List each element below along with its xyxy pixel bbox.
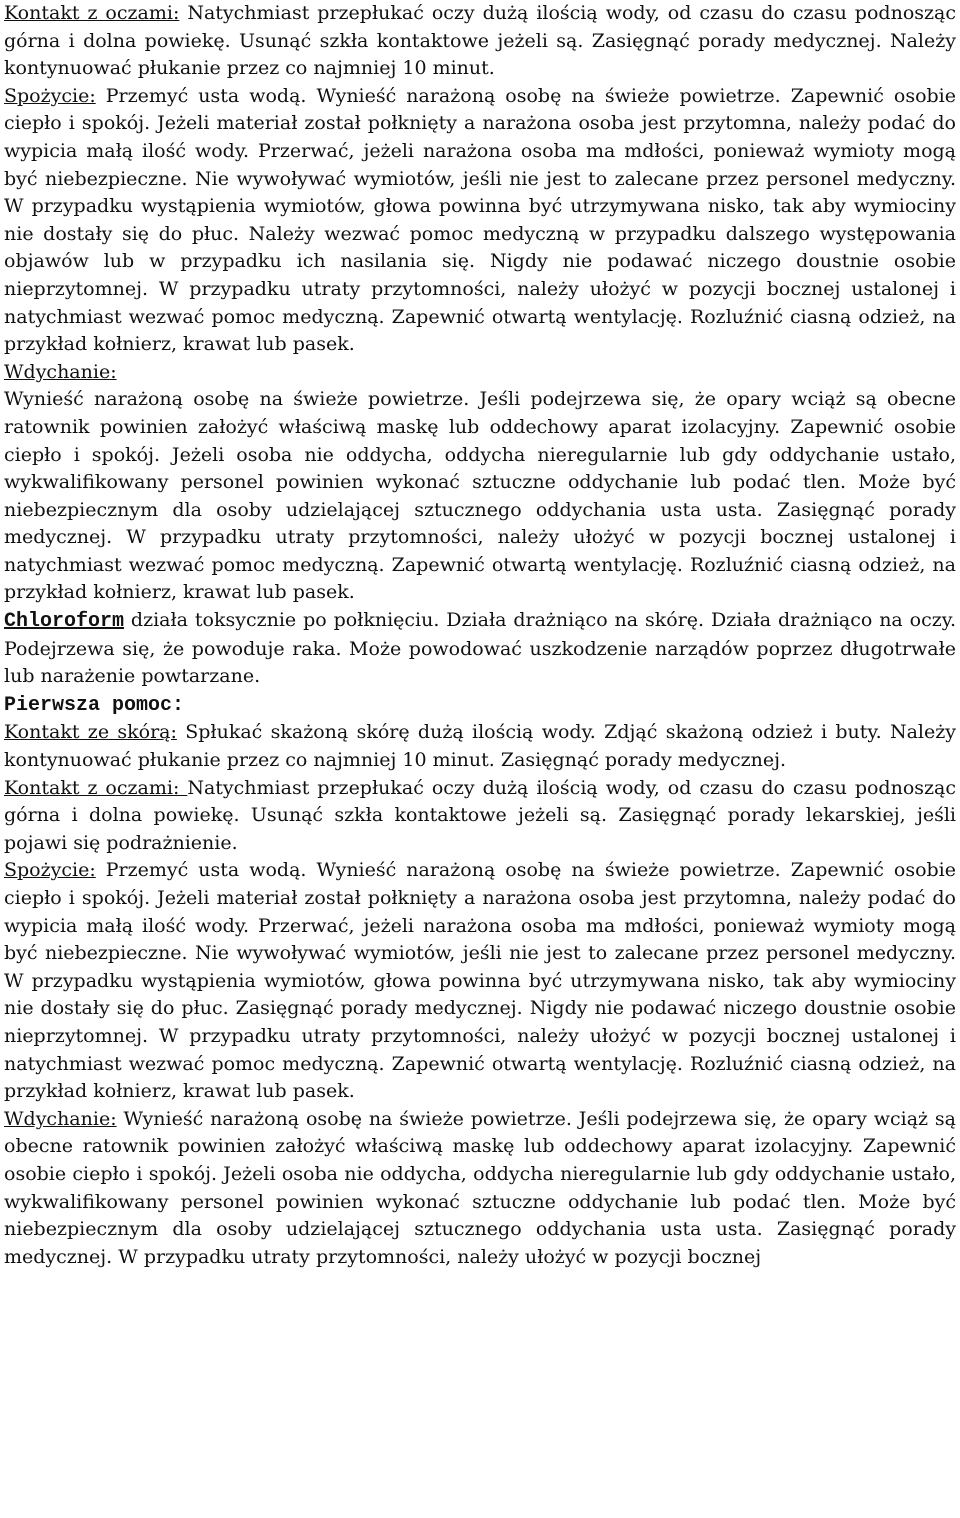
label-ingestion: Spożycie: [4,84,96,107]
first-aid-heading: Pierwsza pomoc: [4,693,185,717]
heading-first-aid [4,691,956,720]
paragraph-inhalation-label [4,359,956,387]
text-ingestion: Przemyć usta wodą. Wynieść narażoną osobę na świeże powietrze. Zapewnić osobie ciepło i spokój. Jeżeli materiał został połknięty a narażona osoba jest przytomna, należy podać do wypicia małą ilość wody. Przerwać, jeżeli narażona osoba ma mdłości, ponieważ wymioty mogą być niebezpieczne. Nie wywoływać wymiotów, jeśli nie jest to zalecane przez personel medyczny. W przypadku wystąpienia wymiotów, głowa powinna być utrzymywana nisko, tak aby wymiociny nie dostały się do płuc. Należy wezwać pomoc medyczną w przypadku dalszego występowania objawów lub w przypadku ich nasilania się. Nigdy nie podawać niczego doustnie osobie nieprzytomnej. W przypadku utraty przytomności, należy ułożyć w pozycji bocznej ustalonej i natychmiast wezwać pomoc medyczną. Zapewnić otwartą wentylację. Rozluźnić ciasną odzież, na przykład kołnierz, krawat lub pasek. [4,84,956,356]
text-inhalation-2: Wynieść narażoną osobę na świeże powietrze. Jeśli podejrzewa się, że opary wciąż są obecne ratownik powinien założyć właściwą maskę lub oddechowy aparat izolacyjny. Zapewnić osobie ciepło i spokój. Jeżeli osoba nie oddycha, oddycha nieregularnie lub gdy oddychanie ustało, wykwalifikowany personel powinien wykonać sztuczne oddychanie lub podać tlen. Może być niebezpiecznym dla osoby udzielającej sztucznego oddychania usta usta. Zasięgnąć porady medycznej. W przypadku utraty przytomności, należy ułożyć w pozycji bocznej [4,1107,956,1268]
paragraph-skin-contact [4,719,956,774]
paragraph-eye-contact [4,0,956,83]
paragraph-eye-contact-2 [4,775,956,858]
label-eye-contact: Kontakt z oczami: [4,2,180,24]
paragraph-chloroform [4,607,956,691]
text-ingestion-2: Przemyć usta wodą. Wynieść narażoną osobę na świeże powietrze. Zapewnić osobie ciepło i spokój. Jeżeli materiał został połknięty a narażona osoba jest przytomna, należy podać do wypicia małą ilość wody. Przerwać, jeżeli narażona osoba ma mdłości, ponieważ wymioty mogą być niebezpieczne. Nie wywoływać wymiotów, jeśli nie jest to zalecane przez personel medyczny. W przypadku wystąpienia wymiotów, głowa powinna być utrzymywana nisko, tak aby wymiociny nie dostały się do płuc. Zasięgnąć porady medycznej. Nigdy nie podawać niczego doustnie osobie nieprzytomnej. W przypadku utraty przytomności, należy ułożyć w pozycji bocznej ustalonej i natychmiast wezwać pomoc medyczną. Zapewnić otwartą wentylację. Rozluźnić ciasną odzież, na przykład kołnierz, krawat lub pasek. [4,859,956,1103]
text-skin-contact: Spłukać skażoną skórę dużą ilością wody. Zdjąć skażoną odzież i buty. Należy kontynuować płukanie przez co najmniej 10 minut. Zasięgnąć porady medycznej. [4,721,956,772]
label-ingestion-2: Spożycie: [4,859,96,882]
paragraph-ingestion-2 [4,857,956,1105]
label-eye-contact-2: Kontakt z oczami: [4,776,188,799]
paragraph-ingestion [4,83,956,359]
text-chloroform-hazards: działa toksycznie po połknięciu. Działa drażniąco na skórę. Działa drażniąco na oczy. Podejrzewa się, że powoduje raka. Może powodować uszkodzenie narządów poprzez długotrwałe lub narażenie powtarzane. [4,609,956,688]
label-inhalation-2: Wdychanie: [4,1107,117,1130]
text-eye-contact-2: Natychmiast przepłukać oczy dużą ilością wody, od czasu do czasu podnosząc górna i dolna powiekę. Usunąć szkła kontaktowe jeżeli są. Zasięgnąć porady lekarskiej, jeśli pojawi się podrażnienie. [4,776,957,854]
text-eye-contact: Natychmiast przepłukać oczy dużą ilością wody, od czasu do czasu podnosząc górna i dolna powiekę. Usunąć szkła kontaktowe jeżeli są. Zasięgnąć porady medycznej. Należy kontynuować płukanie przez co najmniej 10 minut. [4,2,956,80]
paragraph-inhalation-2 [4,1106,956,1272]
substance-name: Chloroform [4,610,125,634]
label-inhalation: Wdychanie: [4,360,117,383]
text-inhalation: Wynieść narażoną osobę na świeże powietrze. Jeśli podejrzewa się, że opary wciąż są obecne ratownik powinien założyć właściwą maskę lub oddechowy aparat izolacyjny. Zapewnić osobie ciepło i spokój. Jeżeli osoba nie oddycha, oddycha nieregularnie lub gdy oddychanie ustało, wykwalifikowany personel powinien wykonać sztuczne oddychanie lub podać tlen. Może być niebezpiecznym dla osoby udzielającej sztucznego oddychania usta usta. Zasięgnąć porady medycznej. W przypadku utraty przytomności, należy ułożyć w pozycji bocznej ustalonej i natychmiast wezwać pomoc medyczną. Zapewnić otwartą wentylację. Rozluźnić ciasną odzież, na przykład kołnierz, krawat lub pasek. [4,388,956,604]
paragraph-inhalation [4,386,956,607]
label-skin-contact: Kontakt ze skórą: [4,721,177,744]
